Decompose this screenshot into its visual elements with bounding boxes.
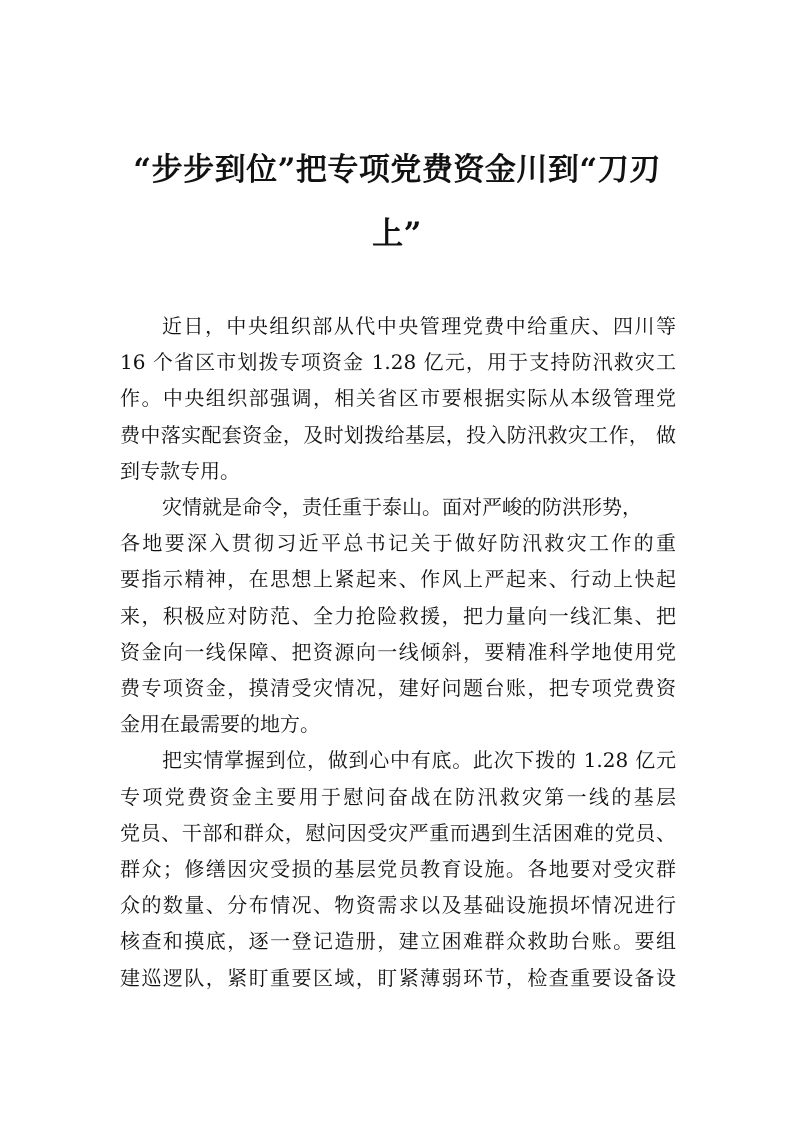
paragraph-line: 核查和摸底，逐一登记造册，建立困难群众救助台账。要组	[120, 929, 676, 954]
paragraph-line: 资金向一线保障、把资源向一线倾斜，要精准科学地使用党	[120, 639, 676, 664]
paragraph-line: 各地要深入贯彻习近平总书记关于做好防汛救灾工作的重	[120, 531, 676, 556]
paragraph-line: 费中落实配套资金，及时划拨给基层，投入防汛救灾工作， 做	[120, 422, 676, 447]
paragraph-line: 众的数量、分布情况、物资需求以及基础设施损坏情况进行	[120, 893, 676, 918]
paragraph-line: 建巡逻队，紧盯重要区域，盯紧薄弱环节，检查重要设备设	[120, 965, 676, 990]
paragraph-line: 金用在最需要的地方。	[120, 712, 320, 737]
article-body	[120, 308, 676, 996]
paragraph-line: 费专项资金，摸清受灾情况，建好问题台账，把专项党费资	[120, 676, 676, 701]
article-title	[120, 138, 674, 266]
paragraph-line: 专项党费资金主要用于慰问奋战在防汛救灾第一线的基层	[120, 784, 676, 809]
paragraph-3	[120, 742, 676, 995]
paragraph-line: 把实情掌握到位，做到心中有底。此次下拨的 1.28 亿元	[162, 748, 676, 773]
paragraph-line: 来，积极应对防范、全力抢险救援，把力量向一线汇集、把	[120, 603, 676, 628]
paragraph-2	[120, 489, 676, 742]
paragraph-line: 作。中央组织部强调，相关省区市要根据实际从本级管理党	[120, 386, 676, 411]
title-line-1: “步步到位”把专项党费资金川到“刀刃	[133, 152, 661, 188]
paragraph-line: 群众；修缮因灾受损的基层党员教育设施。各地要对受灾群	[120, 857, 676, 882]
paragraph-line: 灾情就是命令，责任重于泰山。面对严峻的防洪形势，	[162, 495, 642, 520]
paragraph-line: 要指示精神，在思想上紧起来、作风上严起来、行动上快起	[120, 567, 676, 592]
paragraph-line: 近日，中央组织部从代中央管理党费中给重庆、四川等	[162, 314, 676, 338]
paragraph-line: 党员、干部和群众，慰问因受灾严重而遇到生活困难的党员、	[120, 820, 676, 845]
paragraph-line: 16 个省区市划拨专项资金 1.28 亿元，用于支持防汛救灾工	[120, 350, 676, 375]
title-line-2: 上”	[372, 216, 422, 252]
paragraph-line: 到专款专用。	[120, 458, 240, 483]
paragraph-1	[120, 308, 676, 489]
